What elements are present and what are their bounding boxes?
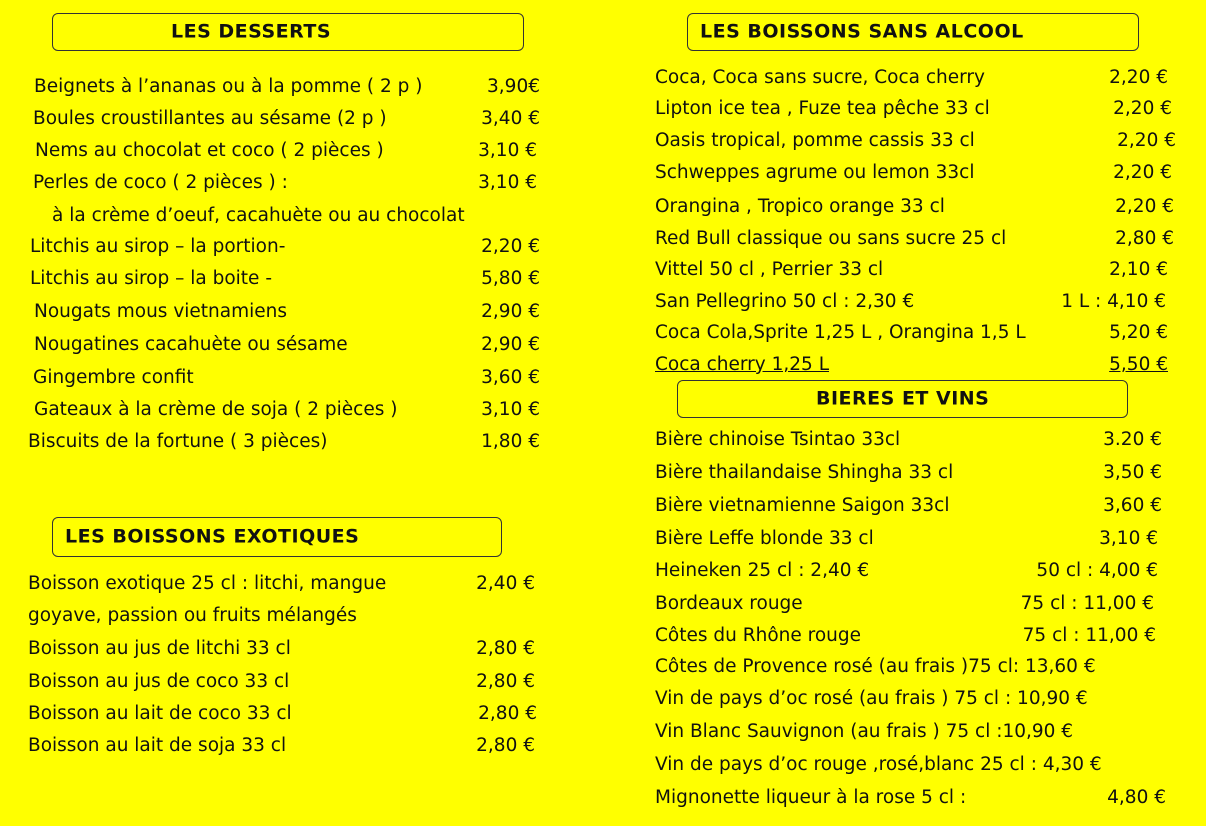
item-name: Mignonette liqueur à la rose 5 cl : xyxy=(655,787,967,808)
list-item xyxy=(34,334,348,356)
item-price: 75 cl : 11,00 € xyxy=(1020,593,1154,614)
item-name: Boisson au jus de litchi 33 cl xyxy=(28,638,291,659)
beer-wine-header xyxy=(677,380,1128,418)
item-name: Vin de pays d’oc rouge ,rosé,blanc 25 cl : 4,30 € xyxy=(655,754,1102,775)
item-name: Côtes de Provence rosé (au frais )75 cl: 13,60 € xyxy=(655,656,1096,677)
item-name: Nems au chocolat et coco ( 2 pièces ) xyxy=(35,140,384,161)
list-item xyxy=(28,703,292,725)
list-item xyxy=(655,354,829,376)
item-price: 2,20 € xyxy=(481,236,540,257)
item-price: 50 cl : 4,00 € xyxy=(1036,560,1158,581)
list-item xyxy=(655,528,874,550)
item-price: 3,40 € xyxy=(481,108,540,129)
item-name: Gingembre confit xyxy=(33,367,194,388)
item-price: 3,10 € xyxy=(478,172,537,193)
list-item xyxy=(33,172,288,194)
item-name: Nougats mous vietnamiens xyxy=(34,301,288,322)
list-item xyxy=(655,656,1096,678)
item-name: Boisson exotique 25 cl : litchi, mangue xyxy=(28,573,387,594)
list-item xyxy=(655,754,1102,776)
list-item xyxy=(52,205,465,227)
exotic-drinks-title: LES BOISSONS EXOTIQUES xyxy=(65,525,360,548)
item-price: 1,80 € xyxy=(481,431,540,452)
item-name: Boisson au jus de coco 33 cl xyxy=(28,671,290,692)
item-name: Litchis au sirop – la boite - xyxy=(30,268,272,289)
soft-drinks-title: LES BOISSONS SANS ALCOOL xyxy=(700,20,1024,43)
list-item xyxy=(655,721,1073,743)
list-item xyxy=(655,291,914,313)
list-item xyxy=(655,495,949,517)
list-item xyxy=(28,638,291,660)
item-price: 5,80 € xyxy=(481,268,540,289)
desserts-header xyxy=(52,13,524,51)
item-price: 2,90 € xyxy=(481,334,540,355)
item-price: 3,50 € xyxy=(1103,462,1162,483)
list-item xyxy=(655,196,945,218)
item-name: Bière vietnamienne Saigon 33cl xyxy=(655,495,950,516)
item-name: Schweppes agrume ou lemon 33cl xyxy=(655,162,975,183)
list-item xyxy=(655,429,900,451)
list-item xyxy=(655,462,953,484)
item-price: 2,20 € xyxy=(1113,98,1172,119)
item-name: Lipton ice tea , Fuze tea pêche 33 cl xyxy=(655,98,990,119)
item-price: 3.20 € xyxy=(1103,429,1162,450)
list-item xyxy=(655,259,883,281)
list-item xyxy=(30,268,272,290)
item-name: Red Bull classique ou sans sucre 25 cl xyxy=(655,228,1007,249)
item-name: Coca Cola,Sprite 1,25 L , Orangina 1,5 L xyxy=(655,322,1026,343)
item-name: Bière Leffe blonde 33 cl xyxy=(655,528,874,549)
item-price: 4,80 € xyxy=(1107,787,1166,808)
item-name: Bière chinoise Tsintao 33cl xyxy=(655,429,901,450)
item-price: 3,60 € xyxy=(481,367,540,388)
item-price: 2,80 € xyxy=(476,638,535,659)
list-item xyxy=(655,625,861,647)
item-price: 2,90 € xyxy=(481,301,540,322)
item-price: 2,20 € xyxy=(1117,130,1176,151)
item-name: Litchis au sirop – la portion- xyxy=(30,236,286,257)
item-name: Oasis tropical, pomme cassis 33 cl xyxy=(655,130,975,151)
item-name: Perles de coco ( 2 pièces ) : xyxy=(33,172,288,193)
item-price: 3,60 € xyxy=(1103,495,1162,516)
item-price: 3,10 € xyxy=(1099,528,1158,549)
list-item xyxy=(655,67,985,89)
item-name: Boisson au lait de coco 33 cl xyxy=(28,703,292,724)
list-item xyxy=(655,560,869,582)
list-item xyxy=(28,605,357,627)
item-name: Vin de pays d’oc rosé (au frais ) 75 cl : 10,90 € xyxy=(655,688,1088,709)
item-price: 2,10 € xyxy=(1109,259,1168,280)
item-name: Bordeaux rouge xyxy=(655,593,803,614)
list-item xyxy=(34,399,397,421)
item-name: Boules croustillantes au sésame (2 p ) xyxy=(33,108,387,129)
item-price: 2,80 € xyxy=(476,671,535,692)
item-price: 1 L : 4,10 € xyxy=(1061,291,1166,312)
item-name: Côtes du Rhône rouge xyxy=(655,625,861,646)
list-item xyxy=(655,593,803,615)
item-price: 3,10 € xyxy=(478,140,537,161)
exotic-drinks-header xyxy=(52,517,502,557)
item-price: 2,20 € xyxy=(1115,196,1174,217)
item-name: Nougatines cacahuète ou sésame xyxy=(34,334,348,355)
list-item xyxy=(34,301,287,323)
list-item xyxy=(30,236,285,258)
list-item xyxy=(655,162,974,184)
item-name: Coca cherry 1,25 L xyxy=(655,354,829,375)
item-name: goyave, passion ou fruits mélangés xyxy=(28,605,357,626)
item-price: 2,80 € xyxy=(476,735,535,756)
item-price: 3,90€ xyxy=(487,76,540,97)
list-item xyxy=(33,367,194,389)
item-price: 5,50 € xyxy=(1109,354,1168,375)
item-price: 2,20 € xyxy=(1109,67,1168,88)
item-name: Gateaux à la crème de soja ( 2 pièces ) xyxy=(34,399,398,420)
beer-wine-title: BIERES ET VINS xyxy=(816,387,990,410)
item-name: San Pellegrino 50 cl : 2,30 € xyxy=(655,291,915,312)
item-price: 2,80 € xyxy=(478,703,537,724)
item-name: à la crème d’oeuf, cacahuète ou au chocolat xyxy=(52,205,465,226)
list-item xyxy=(28,431,327,453)
item-name: Heineken 25 cl : 2,40 € xyxy=(655,560,870,581)
item-price: 2,40 € xyxy=(476,573,535,594)
item-name: Bière thailandaise Shingha 33 cl xyxy=(655,462,954,483)
item-name: Beignets à l’ananas ou à la pomme ( 2 p ) xyxy=(34,76,423,97)
item-name: Coca, Coca sans sucre, Coca cherry xyxy=(655,67,985,88)
list-item xyxy=(655,688,1088,710)
list-item xyxy=(28,671,289,693)
list-item xyxy=(655,130,975,152)
list-item xyxy=(34,76,423,98)
item-name: Boisson au lait de soja 33 cl xyxy=(28,735,287,756)
item-price: 2,80 € xyxy=(1115,228,1174,249)
list-item xyxy=(28,735,286,757)
soft-drinks-header xyxy=(687,13,1139,51)
item-price: 75 cl : 11,00 € xyxy=(1022,625,1156,646)
list-item xyxy=(655,98,990,120)
item-price: 3,10 € xyxy=(481,399,540,420)
item-name: Orangina , Tropico orange 33 cl xyxy=(655,196,945,217)
list-item xyxy=(655,322,1026,344)
item-name: Vittel 50 cl , Perrier 33 cl xyxy=(655,259,884,280)
desserts-title: LES DESSERTS xyxy=(171,20,332,43)
list-item xyxy=(655,228,1006,250)
list-item xyxy=(655,787,966,809)
item-name: Biscuits de la fortune ( 3 pièces) xyxy=(28,431,328,452)
item-name: Vin Blanc Sauvignon (au frais ) 75 cl :10,90 € xyxy=(655,721,1074,742)
list-item xyxy=(28,573,386,595)
list-item xyxy=(33,108,387,130)
item-price: 5,20 € xyxy=(1109,322,1168,343)
item-price: 2,20 € xyxy=(1113,162,1172,183)
list-item xyxy=(35,140,384,162)
